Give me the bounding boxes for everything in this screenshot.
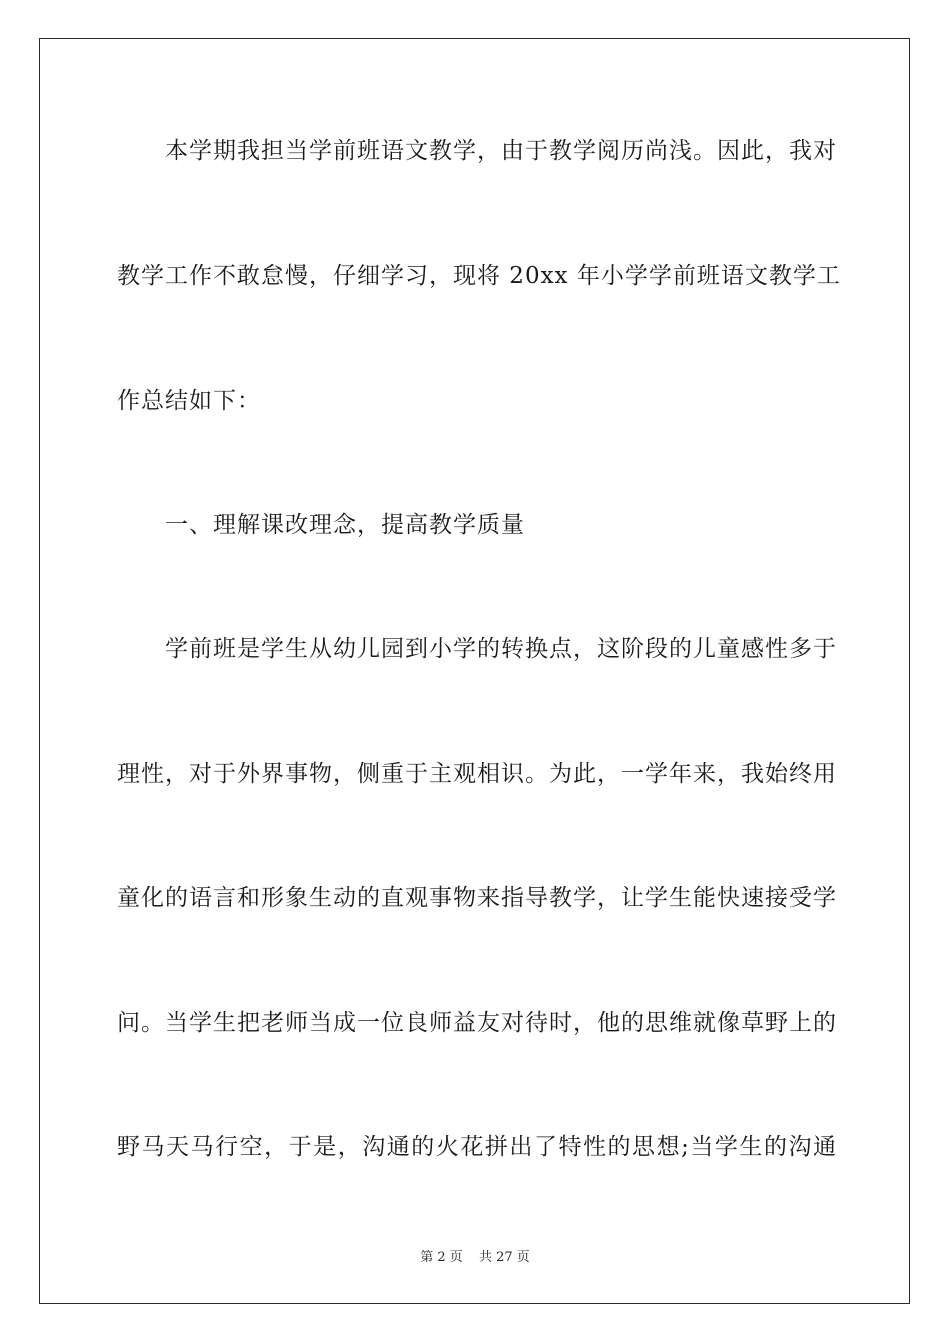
paragraph-line-5: 学前班是学生从幼儿园到小学的转换点，这阶段的儿童感性多于 (165, 636, 837, 662)
page-total: 共 27 页 (478, 1250, 530, 1265)
paragraph-line-8: 问。当学生把老师当成一位良师益友对待时，他的思维就像草野上的 (117, 1010, 837, 1036)
paragraph-line-9: 野马天马行空，于是，沟通的火花拼出了特性的思想;当学生的沟通 (117, 1134, 837, 1160)
page-number: 第 2 页 (420, 1250, 463, 1265)
paragraph-line-3: 作总结如下： (117, 388, 261, 414)
page-border (39, 38, 910, 1304)
paragraph-line-1: 本学期我担当学前班语文教学，由于教学阅历尚浅。因此，我对 (165, 138, 837, 164)
page-footer (0, 1246, 950, 1265)
section-heading: 一、理解课改理念，提高教学质量 (165, 512, 525, 538)
paragraph-line-7: 童化的语言和形象生动的直观事物来指导教学，让学生能快速接受学 (117, 885, 837, 911)
paragraph-line-6: 理性，对于外界事物，侧重于主观相识。为此，一学年来，我始终用 (117, 761, 837, 787)
paragraph-line-2: 教学工作不敢怠慢，仔细学习，现将 20xx 年小学学前班语文教学工 (117, 263, 841, 289)
